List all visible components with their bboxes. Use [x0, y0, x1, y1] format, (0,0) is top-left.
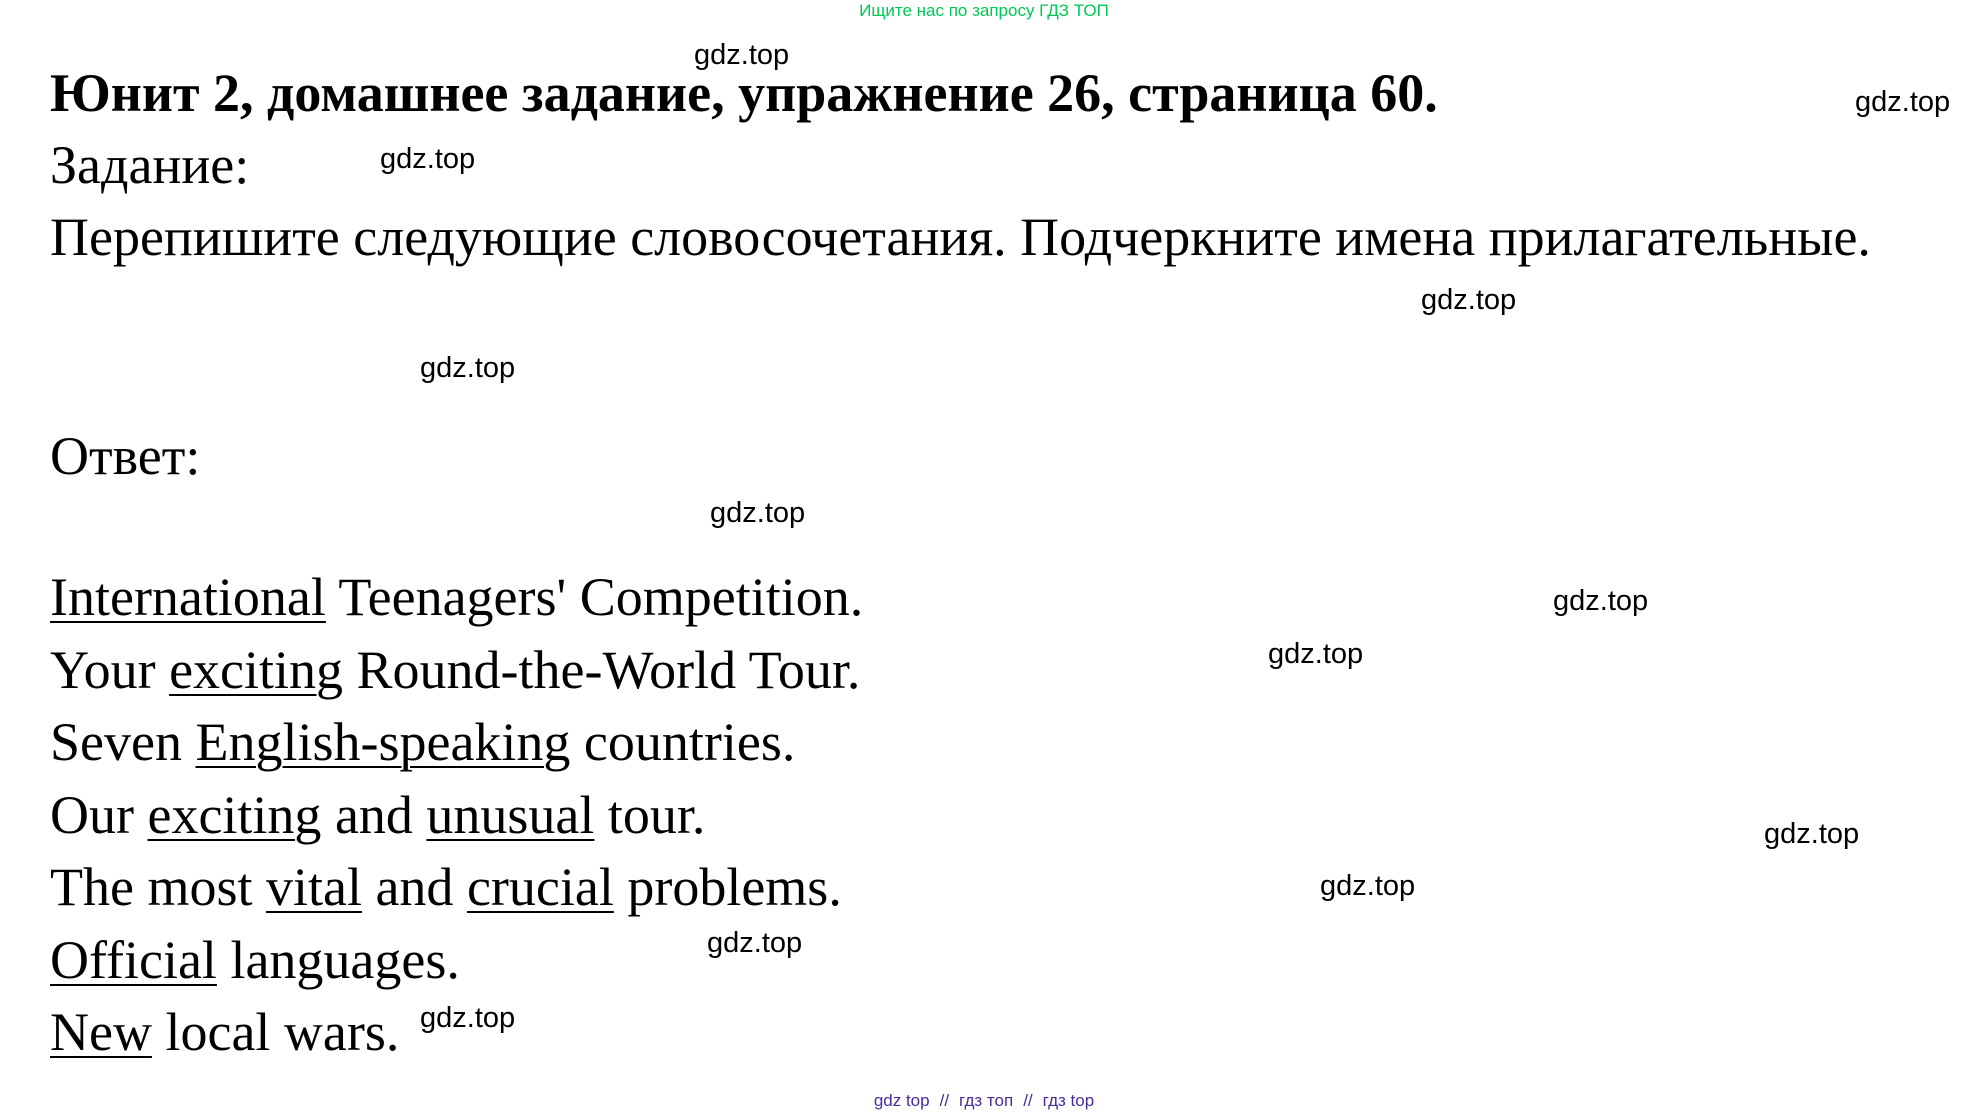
watermark: gdz.top: [1320, 870, 1416, 902]
underlined-adjective: English-speaking: [195, 712, 571, 772]
underlined-adjective: New: [50, 1002, 152, 1062]
page-title: Юнит 2, домашнее задание, упражнение 26, страница 60.: [50, 63, 1438, 123]
footer-link[interactable]: гдз топ: [959, 1091, 1014, 1110]
answer-text: local wars.: [151, 1002, 400, 1062]
footer-separator: //: [1023, 1091, 1033, 1110]
answer-text: Round-the-World Tour.: [343, 639, 861, 700]
answer-list: [50, 561, 863, 1069]
watermark: gdz.top: [420, 352, 516, 384]
watermark: gdz.top: [1421, 284, 1517, 316]
answer-text: countries.: [570, 712, 796, 772]
answer-text: Teenagers' Competition.: [325, 567, 864, 627]
underlined-adjective: vital: [265, 857, 362, 917]
answer-text: Seven: [50, 712, 196, 772]
footer-separator: //: [939, 1091, 950, 1110]
answer-text: languages.: [216, 929, 460, 990]
watermark: gdz.top: [1764, 818, 1860, 850]
watermark: gdz.top: [1553, 585, 1649, 617]
footer: [0, 1091, 1968, 1111]
answer-text: tour.: [594, 784, 706, 845]
answer-line: [50, 779, 863, 852]
watermark: gdz.top: [707, 927, 803, 959]
answer-text: and: [361, 857, 467, 917]
answer-line: [50, 561, 863, 634]
answer-text: The most: [50, 857, 266, 917]
task-text: Перепишите следующие словосочетания. Подчеркните имена прилагательные.: [50, 207, 1871, 267]
answer-label: Ответ:: [50, 426, 201, 486]
answer-line: [50, 706, 863, 779]
watermark: gdz.top: [694, 39, 790, 71]
watermark: gdz.top: [380, 143, 476, 175]
answer-line: [50, 634, 863, 707]
answer-text: and: [321, 784, 427, 845]
watermark: gdz.top: [1855, 86, 1951, 118]
footer-link[interactable]: gdz top: [873, 1091, 930, 1110]
top-banner: Ищите нас по запросу ГДЗ ТОП: [859, 1, 1109, 20]
underlined-adjective: crucial: [466, 857, 614, 917]
underlined-adjective: Official: [50, 929, 217, 990]
underlined-adjective: International: [50, 567, 326, 627]
watermark: gdz.top: [1268, 638, 1364, 670]
answer-text: Our: [50, 784, 148, 845]
underlined-adjective: unusual: [426, 784, 595, 845]
footer-link[interactable]: гдз top: [1042, 1091, 1095, 1110]
answer-line: [50, 851, 863, 924]
underlined-adjective: exciting: [169, 639, 344, 700]
answer-text: Your: [50, 639, 170, 700]
watermark: gdz.top: [420, 1002, 516, 1034]
answer-text: problems.: [613, 857, 842, 917]
underlined-adjective: exciting: [147, 784, 322, 845]
watermark: gdz.top: [710, 497, 806, 529]
task-label: Задание:: [50, 135, 250, 195]
